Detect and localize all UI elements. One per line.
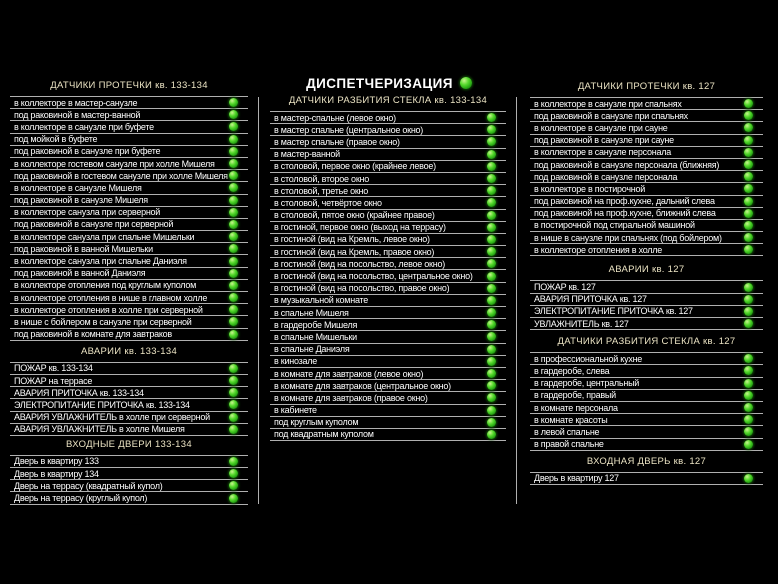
- status-ok-icon: [487, 247, 496, 256]
- sensor-row: [270, 185, 506, 197]
- status-ok-icon: [229, 110, 238, 119]
- sensor-row: [270, 197, 506, 209]
- sensor-row: [530, 122, 763, 134]
- sensor-row: [530, 378, 763, 390]
- sensor-label: в спальне Мишельки: [274, 331, 357, 342]
- status-ok-icon: [744, 391, 753, 400]
- sensor-label: в коллекторе санузла при спальне Даниэля: [14, 256, 187, 267]
- sensor-label: УВЛАЖНИТЕЛЬ кв. 127: [534, 318, 629, 329]
- sensor-row: [530, 281, 763, 293]
- status-ok-icon: [487, 369, 496, 378]
- sensor-table: [530, 280, 763, 330]
- sensor-label: под раковиной в санузле персонала (ближняя): [534, 159, 720, 170]
- sensor-label: в мастер-спальне (левое окно): [274, 112, 396, 123]
- sensor-row: [10, 480, 248, 492]
- sensor-label: в столовой, первое окно (крайнее левое): [274, 161, 436, 172]
- sensor-row: [10, 399, 248, 411]
- sensor-label: в комнате для завтраков (правое окно): [274, 392, 428, 403]
- sensor-label: в спальне Даниэля: [274, 344, 350, 355]
- status-ok-icon: [487, 332, 496, 341]
- sensor-label: под квадратным куполом: [274, 429, 374, 440]
- sensor-row: [10, 182, 248, 194]
- sensor-label: в гостиной, первое окно (выход на террасу): [274, 222, 446, 233]
- sensor-label: в коллекторе в санузле Мишеля: [14, 182, 142, 193]
- sensor-table: [530, 472, 763, 485]
- status-ok-icon: [744, 99, 753, 108]
- status-ok-icon: [744, 415, 753, 424]
- sensor-label: под раковиной в ванной Даниэля: [14, 268, 146, 279]
- sensor-label: в гардеробе, центральный: [534, 378, 640, 389]
- sensor-row: [10, 109, 248, 121]
- sensor-label: под раковиной в санузле при сауне: [534, 135, 674, 146]
- sensor-label: в коллекторе в санузле при сауне: [534, 122, 668, 133]
- sensor-label: в коллекторе в мастер-санузле: [14, 97, 138, 108]
- sensor-row: [270, 368, 506, 380]
- column-separator: [516, 97, 517, 504]
- status-ok-icon: [744, 221, 753, 230]
- status-ok-icon: [487, 272, 496, 281]
- sensor-row: [10, 363, 248, 375]
- sensor-row: [530, 135, 763, 147]
- status-ok-icon: [744, 233, 753, 242]
- status-ok-icon: [229, 481, 238, 490]
- sensor-row: [10, 456, 248, 468]
- status-ok-icon: [487, 186, 496, 195]
- sensor-label: в гостиной (вид на Кремль, правое окно): [274, 246, 435, 257]
- status-ok-icon: [487, 211, 496, 220]
- sensor-row: [270, 356, 506, 368]
- sensor-label: в коллекторе в санузле при буфете: [14, 121, 154, 132]
- section-header: АВАРИИ кв. 127: [608, 264, 685, 276]
- status-ok-icon: [744, 245, 753, 254]
- status-ok-icon: [229, 388, 238, 397]
- sensor-label: под круглым куполом: [274, 417, 359, 428]
- status-ok-icon: [744, 172, 753, 181]
- sensor-row: [530, 473, 763, 485]
- sensor-row: [530, 306, 763, 318]
- sensor-label: в спальне Мишеля: [274, 307, 349, 318]
- sensor-row: [10, 134, 248, 146]
- sensor-label: в левой спальне: [534, 426, 600, 437]
- sensor-row: [530, 159, 763, 171]
- sensor-label: в гостиной (вид на посольство, центральное окно): [274, 271, 473, 282]
- status-ok-icon: [744, 197, 753, 206]
- status-ok-icon: [744, 427, 753, 436]
- status-ok-icon: [229, 305, 238, 314]
- status-ok-icon: [487, 357, 496, 366]
- sensor-label: ПОЖАР на террасе: [14, 375, 93, 386]
- sensor-label: под раковиной в санузле персонала: [534, 171, 678, 182]
- sensor-label: в правой спальне: [534, 439, 604, 450]
- status-ok-icon: [487, 150, 496, 159]
- sensor-row: [270, 149, 506, 161]
- sensor-row: [10, 255, 248, 267]
- sensor-label: в мастер спальне (центральное окно): [274, 124, 424, 135]
- status-ok-icon: [487, 381, 496, 390]
- sensor-row: [10, 387, 248, 399]
- sensor-row: [270, 234, 506, 246]
- sensor-row: [10, 280, 248, 292]
- status-ok-icon: [229, 147, 238, 156]
- sensor-row: [10, 195, 248, 207]
- status-ok-icon: [229, 183, 238, 192]
- sensor-row: [530, 318, 763, 330]
- section-header: ДАТЧИКИ РАЗБИТИЯ СТЕКЛА кв. 133-134: [288, 95, 488, 106]
- status-ok-icon: [744, 209, 753, 218]
- sensor-row: [530, 365, 763, 377]
- status-ok-icon: [229, 269, 238, 278]
- sensor-row: [270, 173, 506, 185]
- sensor-row: [270, 246, 506, 258]
- section-header: ДАТЧИКИ РАЗБИТИЯ СТЕКЛА кв. 127: [557, 336, 736, 348]
- sensor-label: в коллекторе отопления под круглым куполом: [14, 280, 197, 291]
- sensor-row: [530, 353, 763, 365]
- section-header: ДАТЧИКИ ПРОТЕЧКИ кв. 133-134: [50, 80, 208, 91]
- sensor-row: [530, 147, 763, 159]
- sensor-row: [10, 231, 248, 243]
- status-ok-icon: [229, 330, 238, 339]
- sensor-label: АВАРИЯ УВЛАЖНИТЕЛЬ в холле при серверной: [14, 412, 210, 423]
- status-ok-icon: [229, 257, 238, 266]
- sensor-label: под раковиной в мастер-ванной: [14, 109, 141, 120]
- sensor-row: [10, 243, 248, 255]
- sensor-row: [270, 331, 506, 343]
- status-ok-icon: [229, 469, 238, 478]
- status-ok-icon: [744, 184, 753, 193]
- sensor-label: в коллекторе гостевом санузле при холле Мишеля: [14, 158, 215, 169]
- status-ok-icon: [229, 413, 238, 422]
- sensor-row: [10, 468, 248, 480]
- status-ok-icon: [229, 400, 238, 409]
- status-ok-icon: [744, 440, 753, 449]
- status-ok-icon: [487, 320, 496, 329]
- column-glass-break-133-134: [270, 0, 506, 441]
- status-ok-icon: [229, 376, 238, 385]
- sensor-row: [530, 110, 763, 122]
- status-ok-icon: [744, 354, 753, 363]
- status-ok-icon: [487, 308, 496, 317]
- sensor-label: в гардеробе Мишеля: [274, 319, 358, 330]
- status-ok-icon: [229, 281, 238, 290]
- sensor-label: в нише в санузле при спальнях (под бойлером): [534, 232, 722, 243]
- sensor-row: [270, 380, 506, 392]
- status-ok-icon: [744, 160, 753, 169]
- sensor-label: под раковиной в гостевом санузле при холле Мишеля: [14, 170, 228, 181]
- sensor-label: ПОЖАР кв. 127: [534, 282, 596, 293]
- status-ok-icon: [229, 364, 238, 373]
- status-ok-icon: [744, 295, 753, 304]
- sensor-label: в коллекторе отопления в холле при серверной: [14, 304, 203, 315]
- status-ok-icon: [744, 319, 753, 328]
- sensor-row: [10, 170, 248, 182]
- status-ok-icon: [487, 393, 496, 402]
- sensor-row: [10, 375, 248, 387]
- sensor-table: [530, 352, 763, 451]
- sensor-label: в гостиной (вид на Кремль, левое окно): [274, 234, 430, 245]
- sensor-row: [10, 329, 248, 341]
- status-ok-icon: [487, 223, 496, 232]
- sensor-row: [10, 424, 248, 436]
- sensor-row: [530, 171, 763, 183]
- column-apartment-133-134: [10, 0, 248, 505]
- sensor-label: в комнате для завтраков (левое окно): [274, 368, 424, 379]
- sensor-row: [530, 402, 763, 414]
- sensor-row: [530, 220, 763, 232]
- sensor-label: в гардеробе, правый: [534, 390, 616, 401]
- status-ok-icon: [229, 494, 238, 503]
- status-ok-icon: [744, 148, 753, 157]
- sensor-row: [270, 344, 506, 356]
- sensor-label: в комнате персонала: [534, 402, 618, 413]
- status-ok-icon: [229, 220, 238, 229]
- sensor-row: [10, 304, 248, 316]
- status-ok-icon: [744, 111, 753, 120]
- sensor-label: ЭЛЕКТРОПИТАНИЕ ПРИТОЧКА кв. 127: [534, 306, 693, 317]
- sensor-label: в нише с бойлером в санузле при серверной: [14, 316, 192, 327]
- sensor-row: [270, 222, 506, 234]
- sensor-label: ПОЖАР кв. 133-134: [14, 363, 93, 374]
- status-ok-icon: [487, 406, 496, 415]
- sensor-row: [270, 136, 506, 148]
- status-ok-icon: [229, 425, 238, 434]
- sensor-label: под раковиной в санузле при спальнях: [534, 110, 688, 121]
- sensor-row: [530, 426, 763, 438]
- sensor-table: [10, 362, 248, 436]
- sensor-label: АВАРИЯ УВЛАЖНИТЕЛЬ в холле Мишеля: [14, 424, 185, 435]
- sensor-row: [270, 210, 506, 222]
- sensor-row: [270, 270, 506, 282]
- sensor-label: Дверь на террасу (квадратный купол): [14, 480, 163, 491]
- status-ok-icon: [487, 162, 496, 171]
- status-ok-icon: [487, 259, 496, 268]
- sensor-row: [270, 295, 506, 307]
- sensor-table: [10, 96, 248, 341]
- status-ok-icon: [229, 317, 238, 326]
- sensor-row: [270, 112, 506, 124]
- sensor-label: под раковиной в санузле при буфете: [14, 146, 161, 157]
- status-ok-icon: [487, 235, 496, 244]
- sensor-label: под раковиной в комнате для завтраков: [14, 329, 172, 340]
- section-header: ВХОДНЫЕ ДВЕРИ 133-134: [66, 438, 192, 450]
- status-ok-icon: [229, 232, 238, 241]
- sensor-row: [10, 97, 248, 109]
- sensor-row: [10, 316, 248, 328]
- sensor-label: под раковиной в санузле при серверной: [14, 219, 174, 230]
- sensor-row: [10, 219, 248, 231]
- status-ok-icon: [744, 474, 753, 483]
- sensor-label: Дверь на террасу (круглый купол): [14, 493, 148, 504]
- sensor-label: ЭЛЕКТРОПИТАНИЕ ПРИТОЧКА кв. 133-134: [14, 399, 190, 410]
- section-header: ДАТЧИКИ ПРОТЕЧКИ кв. 127: [577, 81, 716, 92]
- page-title-text: ДИСПЕТЧЕРИЗАЦИЯ: [306, 75, 453, 91]
- sensor-label: в столовой, третье окно: [274, 185, 369, 196]
- sensor-row: [530, 98, 763, 110]
- column-separator: [258, 97, 259, 504]
- status-ok-icon: [229, 122, 238, 131]
- status-ok-icon: [229, 208, 238, 217]
- status-ok-icon: [487, 198, 496, 207]
- column-apartment-127: [530, 0, 763, 485]
- status-ok-icon: [487, 430, 496, 439]
- sensor-row: [270, 258, 506, 270]
- sensor-row: [530, 196, 763, 208]
- sensor-label: в коллекторе отопления в холле: [534, 244, 663, 255]
- sensor-row: [270, 283, 506, 295]
- sensor-row: [270, 417, 506, 429]
- sensor-row: [530, 183, 763, 195]
- sensor-label: в коллекторе санузла при серверной: [14, 207, 161, 218]
- sensor-row: [530, 244, 763, 256]
- sensor-row: [530, 208, 763, 220]
- status-ok-icon: [487, 345, 496, 354]
- sensor-label: АВАРИЯ ПРИТОЧКА кв. 127: [534, 294, 647, 305]
- sensor-label: под раковиной в санузле Мишеля: [14, 195, 148, 206]
- sensor-label: Дверь в квартиру 127: [534, 473, 619, 484]
- sensor-row: [530, 414, 763, 426]
- sensor-row: [530, 390, 763, 402]
- sensor-label: в гостиной (вид на посольство, левое окно): [274, 258, 445, 269]
- sensor-label: под раковиной на проф.кухне, дальний слева: [534, 196, 715, 207]
- sensor-row: [530, 294, 763, 306]
- sensor-label: в кабинете: [274, 405, 317, 416]
- sensor-label: под мойкой в буфете: [14, 134, 98, 145]
- sensor-label: в комнате для завтраков (центральное окно): [274, 380, 451, 391]
- sensor-label: под раковиной в ванной Мишельки: [14, 243, 153, 254]
- status-ok-icon: [229, 457, 238, 466]
- sensor-label: в профессиональной кухне: [534, 353, 643, 364]
- status-ok-icon: [229, 159, 238, 168]
- sensor-label: в столовой, второе окно: [274, 173, 369, 184]
- sensor-table: [10, 455, 248, 505]
- sensor-label: в коллекторе в постирочной: [534, 183, 646, 194]
- section-header: АВАРИИ кв. 133-134: [80, 345, 178, 357]
- status-ok-icon: [487, 284, 496, 293]
- sensor-row: [270, 161, 506, 173]
- status-ok-icon: [744, 123, 753, 132]
- sensor-label: в столовой, пятое окно (крайнее правое): [274, 210, 435, 221]
- status-ok-icon: [229, 293, 238, 302]
- sensor-label: в постирочной под стиральной машиной: [534, 220, 695, 231]
- sensor-label: в коллекторе в санузле при спальнях: [534, 98, 682, 109]
- sensor-row: [270, 429, 506, 441]
- status-ok-icon: [487, 113, 496, 122]
- sensor-row: [270, 124, 506, 136]
- status-ok-icon: [744, 379, 753, 388]
- status-ok-icon: [487, 137, 496, 146]
- sensor-label: в гардеробе, слева: [534, 365, 610, 376]
- sensor-row: [270, 405, 506, 417]
- status-ok-icon: [229, 196, 238, 205]
- sensor-label: в гостиной (вид на посольство, правое окно): [274, 283, 450, 294]
- status-ok-icon: [487, 296, 496, 305]
- status-ok-icon: [487, 125, 496, 134]
- status-ok-icon: [229, 98, 238, 107]
- sensor-row: [10, 492, 248, 504]
- sensor-table: [270, 111, 506, 441]
- sensor-label: в мастер спальне (правое окно): [274, 136, 400, 147]
- sensor-label: в столовой, четвёртое окно: [274, 197, 382, 208]
- sensor-label: в комнате красоты: [534, 414, 608, 425]
- sensor-row: [10, 158, 248, 170]
- status-ok-icon: [229, 171, 238, 180]
- status-ok-icon: [744, 136, 753, 145]
- status-ok-icon: [744, 403, 753, 412]
- sensor-label: в коллекторе в санузле персонала: [534, 147, 671, 158]
- sensor-label: в музыкальной комнате: [274, 295, 369, 306]
- status-ok-icon: [487, 174, 496, 183]
- sensor-row: [270, 319, 506, 331]
- status-ok-icon: [229, 135, 238, 144]
- sensor-row: [10, 146, 248, 158]
- sensor-label: в кинозале: [274, 356, 318, 367]
- section-header: ВХОДНАЯ ДВЕРЬ кв. 127: [586, 455, 707, 467]
- sensor-label: в мастер-ванной: [274, 149, 340, 160]
- sensor-row: [530, 232, 763, 244]
- sensor-row: [10, 292, 248, 304]
- sensor-row: [10, 412, 248, 424]
- status-ok-icon: [744, 307, 753, 316]
- sensor-row: [10, 207, 248, 219]
- sensor-label: АВАРИЯ ПРИТОЧКА кв. 133-134: [14, 387, 144, 398]
- sensor-label: Дверь в квартиру 133: [14, 456, 99, 467]
- sensor-label: в коллекторе отопления в нише в главном холле: [14, 292, 208, 303]
- sensor-label: в коллекторе санузла при спальне Мишельки: [14, 231, 195, 242]
- status-ok-icon: [487, 418, 496, 427]
- sensor-label: под раковиной на проф.кухне, ближний слева: [534, 208, 716, 219]
- sensor-label: Дверь в квартиру 134: [14, 468, 99, 479]
- status-ok-icon: [744, 283, 753, 292]
- sensor-row: [270, 392, 506, 404]
- sensor-row: [530, 439, 763, 451]
- sensor-row: [10, 268, 248, 280]
- sensor-row: [10, 121, 248, 133]
- sensor-row: [270, 307, 506, 319]
- sensor-table: [530, 97, 763, 256]
- status-ok-icon: [229, 244, 238, 253]
- status-ok-icon: [744, 366, 753, 375]
